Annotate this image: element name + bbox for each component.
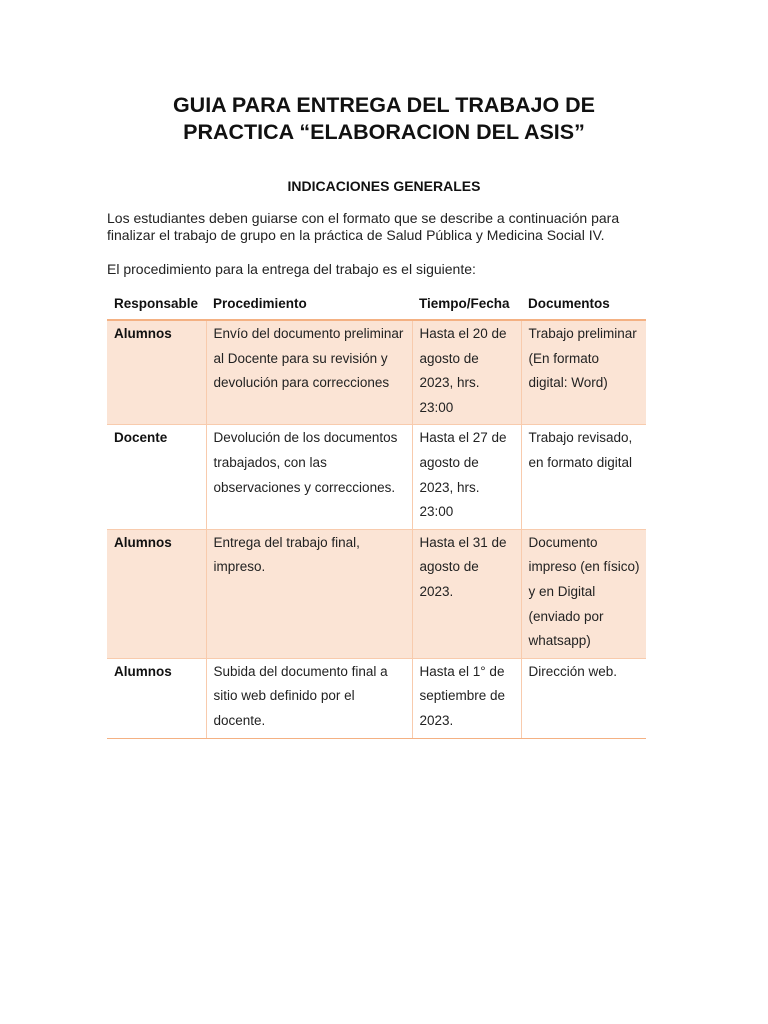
cell-documentos: Trabajo preliminar (En formato digital: Word) [521,320,646,425]
header-procedimiento: Procedimiento [206,287,412,320]
cell-tiempo: Hasta el 20 de agosto de 2023, hrs. 23:00 [412,320,521,425]
section-heading: INDICACIONES GENERALES [287,178,481,194]
cell-documentos: Trabajo revisado, en formato digital [521,425,646,529]
cell-responsable: Alumnos [107,320,206,425]
intro-line-2: finalizar el trabajo de grupo en la práctica de Salud Pública y Medicina Social IV. [107,227,605,243]
cell-tiempo: Hasta el 1° de septiembre de 2023. [412,658,521,738]
cell-procedimiento: Devolución de los documentos trabajados, con las observaciones y correcciones. [206,425,412,529]
header-tiempo-fecha: Tiempo/Fecha [412,287,521,320]
cell-procedimiento: Entrega del trabajo final, impreso. [206,529,412,658]
cell-tiempo: Hasta el 27 de agosto de 2023, hrs. 23:00 [412,425,521,529]
intro-line-1: Los estudiantes deben guiarse con el formato que se describe a continuación para [107,210,620,226]
cell-documentos: Dirección web. [521,658,646,738]
procedure-table [107,287,646,739]
table-row [107,320,646,425]
table-row [107,529,646,658]
cell-procedimiento: Subida del documento final a sitio web definido por el docente. [206,658,412,738]
cell-responsable: Docente [107,425,206,529]
document-title [0,92,768,146]
table-header-row [107,287,646,320]
table-row [107,658,646,738]
intro-paragraph [107,210,667,244]
procedure-intro: El procedimiento para la entrega del trabajo es el siguiente: [107,261,476,277]
cell-responsable: Alumnos [107,658,206,738]
cell-procedimiento: Envío del documento preliminar al Docente para su revisión y devolución para correcciones [206,320,412,425]
cell-tiempo: Hasta el 31 de agosto de 2023. [412,529,521,658]
title-line-1: GUIA PARA ENTREGA DEL TRABAJO DE [172,93,596,117]
title-line-2: PRACTICA “ELABORACION DEL ASIS” [183,120,585,144]
header-documentos: Documentos [521,287,646,320]
cell-documentos: Documento impreso (en físico) y en Digital (enviado por whatsapp) [521,529,646,658]
header-responsable: Responsable [107,287,206,320]
table-row [107,425,646,529]
cell-responsable: Alumnos [107,529,206,658]
